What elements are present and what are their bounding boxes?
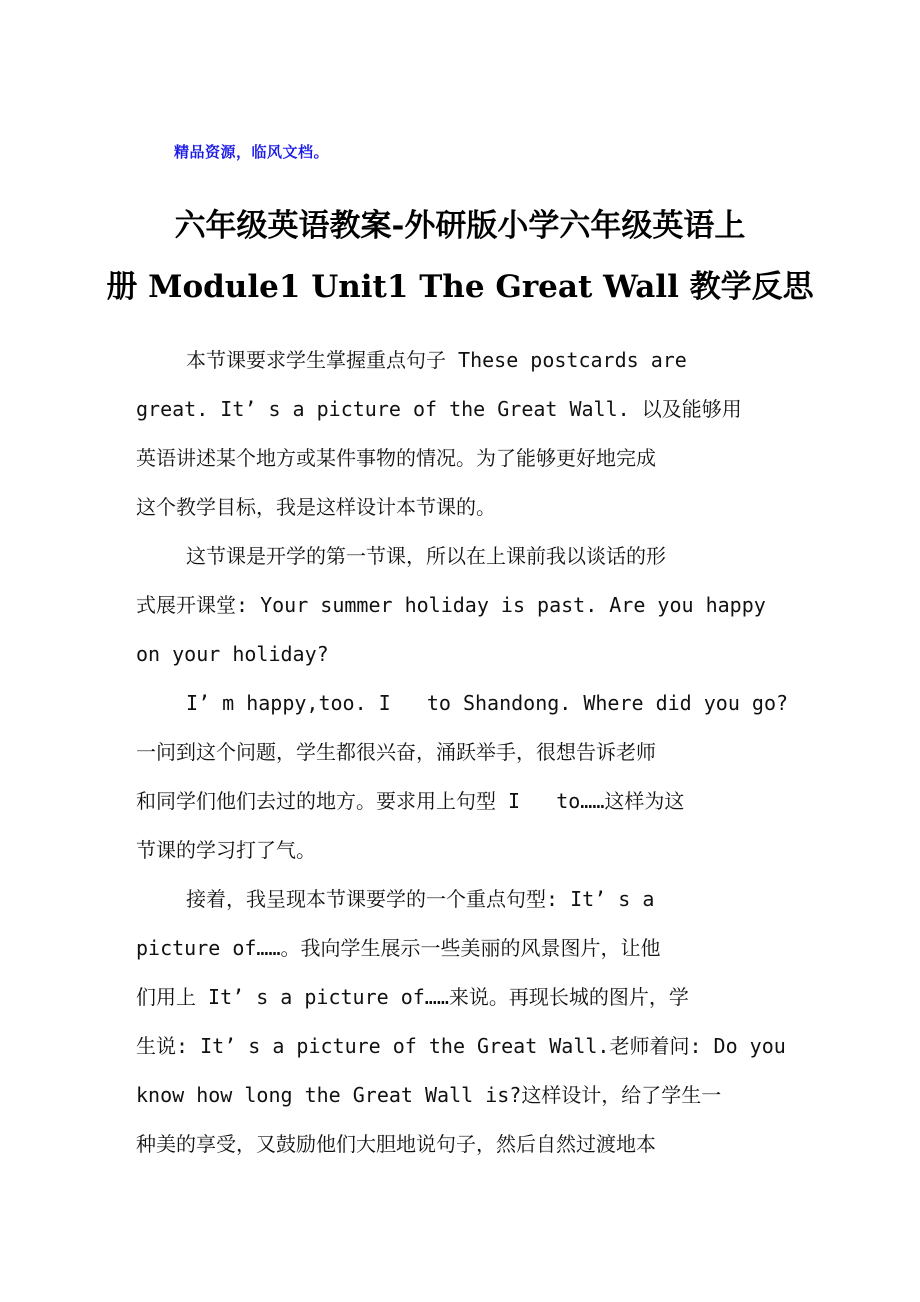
body-line: 种美的享受，又鼓励他们大胆地说句子，然后自然过渡地本 [136,1132,656,1156]
body-line: know how long the Great Wall is?这样设计，给了学生一 [136,1083,722,1107]
body-line: 和同学们他们去过的地方。要求用上句型 I to……这样为这 [136,789,685,813]
header-note: 精品资源，临风文档。 [174,143,330,161]
body-line: 式展开课堂: Your summer holiday is past. Are you happy [136,593,766,617]
body-line: great. It’ s a picture of the Great Wall. 以及能够用 [136,397,742,421]
body-line: 英语讲述某个地方或某件事物的情况。为了能够更好地完成 [136,446,656,470]
body-line: 生说: It’ s a picture of the Great Wall.老师着问: Do you [136,1034,786,1058]
body-line: 本节课要求学生掌握重点句子 These postcards are [186,348,687,372]
body-line: I’ m happy,too. I to Shandong. Where did you go? [186,691,789,715]
body-line: 这节课是开学的第一节课，所以在上课前我以谈话的形 [186,544,666,568]
body-line: 接着，我呈现本节课要学的一个重点句型: It’ s a [186,887,655,911]
body-line: 节课的学习打了气。 [136,838,316,862]
body-line: picture of……。我向学生展示一些美丽的风景图片，让他 [136,936,661,960]
title-line-1: 六年级英语教案-外研版小学六年级英语上 [174,208,746,244]
body-line: on your holiday? [136,642,329,666]
title-line-2: 册 Module1 Unit1 The Great Wall 教学反思 [106,269,814,305]
body-line: 一问到这个问题，学生都很兴奋，涌跃举手，很想告诉老师 [136,740,656,764]
body-line: 们用上 It’ s a picture of……来说。再现长城的图片，学 [136,985,689,1009]
body-line: 这个教学目标，我是这样设计本节课的。 [136,495,496,519]
